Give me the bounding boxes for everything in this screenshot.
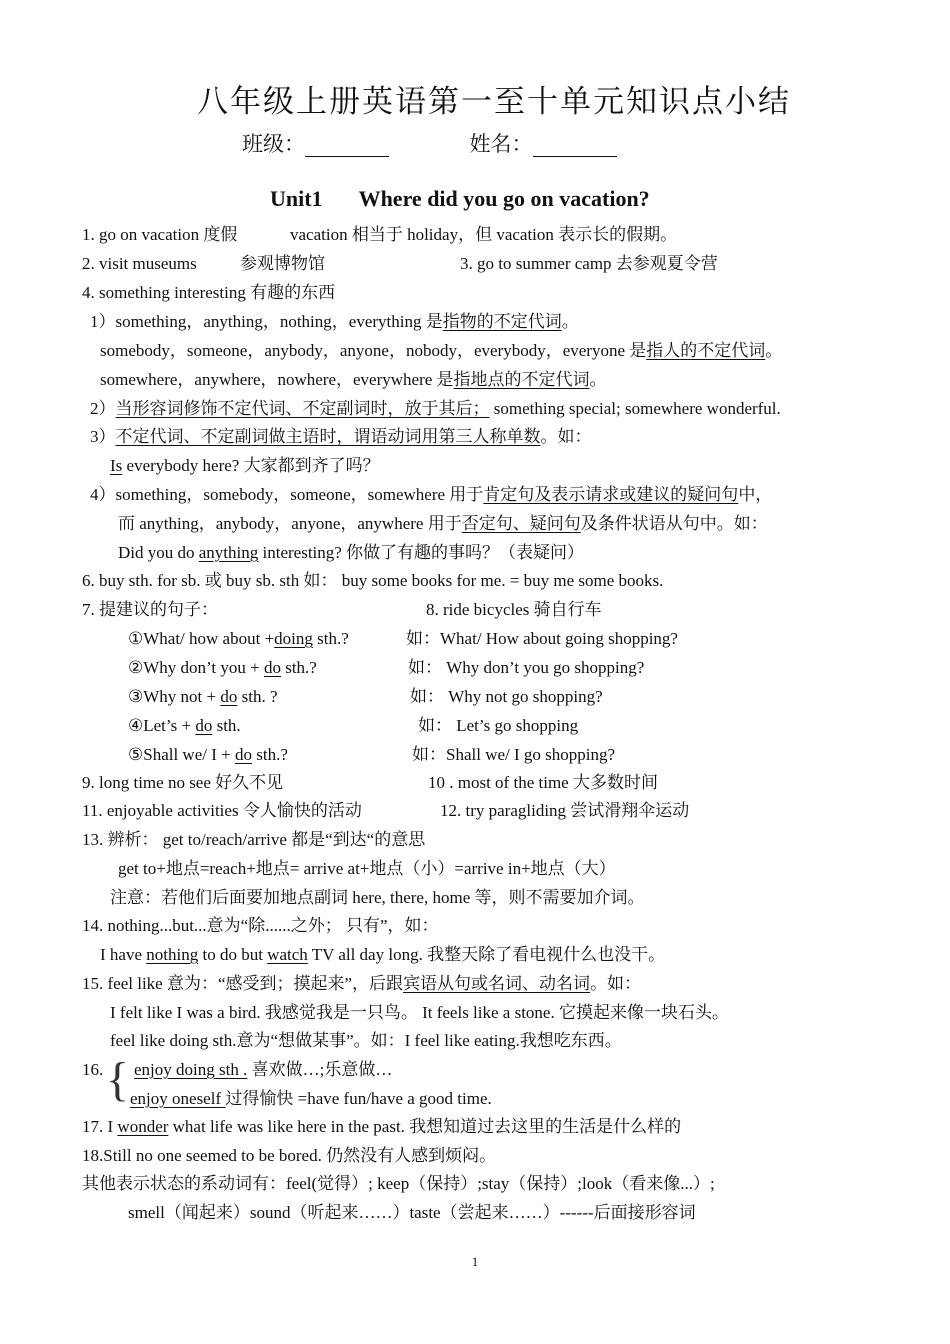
item-14-a: I have xyxy=(100,945,147,964)
suggestion-3-a: ③Why not + xyxy=(128,687,221,706)
sub-1-text: 1）something，anything，nothing，everything 是 xyxy=(90,312,443,331)
item-1 xyxy=(82,224,237,246)
unit-number: Unit1 xyxy=(270,186,323,211)
suggestion-1-verb: doing xyxy=(274,629,313,648)
sub-3-num: 3） xyxy=(90,427,116,446)
name-label: 姓名： xyxy=(469,132,533,156)
sub-4-underline: 肯定句及表示请求或建议的疑问句 xyxy=(483,485,739,504)
item-7: 7. 提建议的句子： xyxy=(82,600,218,619)
unit-heading xyxy=(270,186,650,212)
class-label: 班级： xyxy=(242,132,305,156)
suggestion-3 xyxy=(128,686,278,708)
sub-1-line3 xyxy=(100,369,607,391)
item-2-meaning: 参观博物馆 xyxy=(240,254,325,273)
suggestion-3-verb: do xyxy=(220,687,238,706)
unit-question: Where did you go on vacation? xyxy=(358,186,650,211)
sub-4-ex-a: Did you do xyxy=(118,543,199,562)
document-title: 八年级上册英语第一至十单元知识点小结 xyxy=(197,84,791,119)
suggestion-4-verb: do xyxy=(195,716,213,735)
linking-verbs-2: smell（闻起来）sound（听起来……）taste（尝起来……）------后面接形容词 xyxy=(128,1203,696,1222)
item-16-meaning2: 过得愉快 =have fun/have a good time. xyxy=(225,1089,492,1108)
item-3: 3. go to summer camp 去参观夏令营 xyxy=(460,254,718,273)
item-18: 18.Still no one seemed to be bored. 仍然没有人感到烦闷。 xyxy=(82,1146,497,1165)
suggestion-1-a: ①What/ how about + xyxy=(128,629,275,648)
item-17-c: what life was like here in the past. 我想知道过去这里的生活是什么样的 xyxy=(168,1117,682,1136)
suggestion-5-example: 如：Shall we/ I go shopping? xyxy=(412,745,616,764)
suggestion-4-example: 如： Let’s go shopping xyxy=(418,716,579,735)
sub-4-text: 4）something，somebody，someone，somewhere 用于 xyxy=(90,485,484,504)
sub-4-text2: 而 anything，anybody，anyone，anywhere 用于 xyxy=(118,514,462,533)
item-14-e: TV all day long. 我整天除了看电视什么也没干。 xyxy=(307,945,666,964)
suggestion-5-c: sth.? xyxy=(251,745,288,764)
suggestion-1-c: sth.? xyxy=(312,629,349,648)
suggestion-1-example: 如：What/ How about going shopping? xyxy=(406,629,678,648)
item-17-a: 17. I xyxy=(82,1117,118,1136)
student-info xyxy=(242,131,617,157)
suggestion-3-c: sth. ? xyxy=(237,687,278,706)
sub-4-ex-rest: interesting? 你做了有趣的事吗？（表疑问） xyxy=(258,543,585,562)
sub-4-underline2: 否定句、疑问句 xyxy=(461,514,581,533)
suggestion-4-c: sth. xyxy=(212,716,241,735)
item-16-meaning1: 喜欢做…;乐意做… xyxy=(247,1060,393,1079)
suggestion-5-a: ⑤Shall we/ I + xyxy=(128,745,235,764)
sub-4-example xyxy=(118,542,584,564)
item-15-a: 15. feel like 意为：“感受到；摸起来”，后跟 xyxy=(82,974,404,993)
item-16-phrase1: enjoy doing sth . xyxy=(134,1060,248,1079)
sub-1-text3: somewhere，anywhere，nowhere，everywhere 是 xyxy=(100,370,454,389)
suggestion-2-c: sth.? xyxy=(280,658,317,677)
sub-3-rule: 不定代词、不定副词做主语时，谓语动词用第三人称单数 xyxy=(115,427,541,446)
item-8: 8. ride bicycles 骑自行车 xyxy=(426,600,602,619)
suggestion-2-example: 如： Why don’t you go shopping? xyxy=(408,658,645,677)
item-15-example1: I felt like I was a bird. 我感觉我是一只鸟。 It feels like a stone. 它摸起来像一块石头。 xyxy=(110,1003,729,1022)
item-2: 2. visit museums xyxy=(82,254,197,273)
item-14-watch: watch xyxy=(267,945,308,964)
page-number: 1 xyxy=(471,1254,479,1269)
item-1-text: 1. go on vacation 度假 xyxy=(82,225,238,244)
item-15-c: 。如： xyxy=(590,974,642,993)
sub-3-example xyxy=(110,455,380,477)
class-blank[interactable] xyxy=(305,136,389,157)
sub-3-end: 。如： xyxy=(540,427,592,446)
item-16-num: 16. xyxy=(82,1060,104,1079)
item-10: 10 . most of the time 大多数时间 xyxy=(428,773,658,792)
item-16-line2 xyxy=(130,1088,492,1110)
sub-1-text2: somebody，someone，anybody，anyone，nobody，everybody，everyone 是 xyxy=(100,341,647,360)
sub-3-is: Is xyxy=(110,456,123,475)
sub-4-line1 xyxy=(90,484,772,506)
item-12: 12. try paragliding 尝试滑翔伞运动 xyxy=(440,801,690,820)
item-15-underline: 宾语从句或名词、动名词 xyxy=(403,974,591,993)
item-13-formula: get to+地点=reach+地点= arrive at+地点（小）=arrive in+地点（大） xyxy=(118,859,616,878)
suggestion-2 xyxy=(128,657,317,679)
item-16-line1 xyxy=(134,1059,392,1081)
item-14-c: to do but xyxy=(198,945,268,964)
sub-1-underline3: 指地点的不定代词 xyxy=(453,370,590,389)
item-4: 4. something interesting 有趣的东西 xyxy=(82,283,336,302)
sub-4-end: 中， xyxy=(738,485,773,504)
item-15 xyxy=(82,973,641,995)
item-1-note: vacation 相当于 holiday，但 vacation 表示长的假期。 xyxy=(290,225,678,244)
sub-3 xyxy=(90,426,592,448)
sub-2-rule: 当形容词修饰不定代词、不定副词时，放于其后； xyxy=(115,399,490,418)
item-14-nothing: nothing xyxy=(146,945,199,964)
item-17-wonder: wonder xyxy=(117,1117,169,1136)
item-6: 6. buy sth. for sb. 或 buy sb. sth 如： buy some books for me. = buy me some books. xyxy=(82,571,664,590)
suggestion-4-a: ④Let’s + xyxy=(128,716,196,735)
sub-1-underline: 指物的不定代词 xyxy=(442,312,562,331)
suggestion-5-verb: do xyxy=(234,745,252,764)
linking-verbs: 其他表示状态的系动词有：feel(觉得）; keep（保持）;stay（保持）;look（看来像...）; xyxy=(82,1174,715,1193)
sub-4-end2: 及条件状语从句中。如： xyxy=(580,514,768,533)
item-13: 13. 辨析： get to/reach/arrive 都是“到达“的意思 xyxy=(82,830,426,849)
item-13-note: 注意：若他们后面要加地点副词 here, there, home 等，则不需要加介词。 xyxy=(110,888,645,907)
sub-2-num: 2） xyxy=(90,399,116,418)
sub-2-examples: something special; somewhere wonderful. xyxy=(489,399,781,418)
sub-1-end3: 。 xyxy=(589,370,607,389)
sub-1-end2: 。 xyxy=(765,341,783,360)
item-9: 9. long time no see 好久不见 xyxy=(82,773,284,792)
suggestion-2-a: ②Why don’t you + xyxy=(128,658,264,677)
sub-4-ex-underline: anything xyxy=(198,543,259,562)
item-14-example xyxy=(100,944,665,966)
suggestion-5 xyxy=(128,744,288,766)
sub-4-line2 xyxy=(118,513,768,535)
suggestion-3-example: 如： Why not go shopping? xyxy=(410,687,603,706)
item-11: 11. enjoyable activities 令人愉快的活动 xyxy=(82,801,362,820)
item-14: 14. nothing...but...意为“除......之外； 只有”，如： xyxy=(82,916,439,935)
sub-2 xyxy=(90,398,781,420)
name-blank[interactable] xyxy=(533,136,617,157)
sub-1-line2 xyxy=(100,340,782,362)
suggestion-2-verb: do xyxy=(263,658,281,677)
item-15-example2: feel like doing sth.意为“想做某事”。如：I feel like eating.我想吃东西。 xyxy=(110,1031,622,1050)
brace-icon: { xyxy=(106,1053,130,1106)
sub-1-line1 xyxy=(90,311,579,333)
sub-1-end: 。 xyxy=(561,312,579,331)
sub-3-example-rest: everybody here? 大家都到齐了吗？ xyxy=(122,456,380,475)
sub-1-underline2: 指人的不定代词 xyxy=(646,341,766,360)
item-16-phrase2: enjoy oneself xyxy=(130,1089,226,1108)
item-17 xyxy=(82,1116,681,1138)
suggestion-4 xyxy=(128,715,241,737)
suggestion-1 xyxy=(128,628,349,650)
